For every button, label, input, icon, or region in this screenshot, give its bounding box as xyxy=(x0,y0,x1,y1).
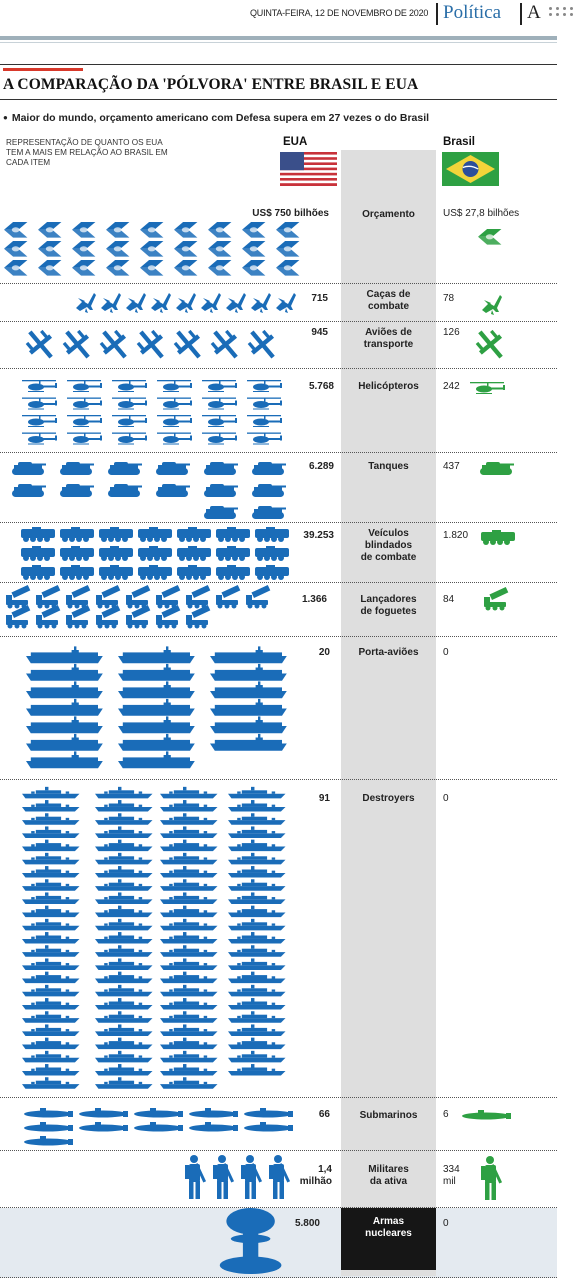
rocket-launcher-icon xyxy=(186,585,210,609)
armored-vehicle-icon xyxy=(21,546,55,561)
tank-icon xyxy=(108,462,142,475)
armored-vehicle-icon xyxy=(60,546,94,561)
destroyer-icon xyxy=(95,1077,153,1089)
money-bill-icon xyxy=(4,241,27,257)
us-value: 5.768 xyxy=(308,381,334,392)
armored-vehicle-icon xyxy=(138,565,172,580)
soldier-icon xyxy=(213,1155,234,1199)
money-bill-icon xyxy=(4,260,27,276)
destroyer-icon xyxy=(160,866,218,878)
helicopter-icon xyxy=(247,398,282,410)
destroyer-icon xyxy=(95,800,153,812)
destroyer-icon xyxy=(160,853,218,865)
destroyer-icon xyxy=(160,1051,218,1063)
tank-icon xyxy=(156,484,190,497)
rocket-launcher-icon xyxy=(126,585,150,609)
rocket-launcher-icon xyxy=(126,605,150,629)
money-bill-icon xyxy=(72,222,95,238)
helicopter-icon xyxy=(112,415,147,427)
destroyer-icon xyxy=(22,958,80,970)
us-value: 20 xyxy=(318,647,330,658)
money-bill-icon xyxy=(72,241,95,257)
destroyer-icon xyxy=(228,787,286,799)
destroyer-icon xyxy=(228,813,286,825)
transport-plane-icon xyxy=(26,330,53,359)
armored-vehicle-icon xyxy=(21,565,55,580)
transport-plane-icon xyxy=(137,330,164,359)
tank-icon xyxy=(12,462,46,475)
aircraft-carrier-icon xyxy=(26,734,103,751)
destroyer-icon xyxy=(228,932,286,944)
helicopter-icon xyxy=(157,398,192,410)
money-bill-icon xyxy=(106,260,129,276)
destroyer-icon xyxy=(160,919,218,931)
destroyer-icon xyxy=(22,787,80,799)
rocket-launcher-icon xyxy=(186,605,210,629)
destroyer-icon xyxy=(95,998,153,1010)
aircraft-carrier-icon xyxy=(118,664,195,681)
armored-vehicle-icon xyxy=(99,527,133,542)
armored-vehicle-icon xyxy=(99,565,133,580)
helicopter-icon xyxy=(202,415,237,427)
category-label: Militares da ativa xyxy=(368,1164,409,1187)
aircraft-carrier-icon xyxy=(26,664,103,681)
helicopter-icon xyxy=(202,433,237,445)
fighter-jet-icon xyxy=(176,293,196,313)
armored-vehicle-icon xyxy=(21,527,55,542)
money-bill-icon xyxy=(208,241,231,257)
helicopter-icon xyxy=(67,380,102,392)
br-value: 1.820 xyxy=(443,530,469,541)
br-value: 0 xyxy=(443,793,449,804)
destroyer-icon xyxy=(160,892,218,904)
money-bill-icon xyxy=(208,260,231,276)
category-label: Caças de combate xyxy=(366,289,411,312)
fighter-jet-icon xyxy=(126,293,146,313)
category-label: Destroyers xyxy=(362,793,415,804)
destroyer-icon xyxy=(228,1064,286,1076)
destroyer-icon xyxy=(95,945,153,957)
submarine-icon xyxy=(79,1122,128,1132)
armored-vehicle-icon xyxy=(177,527,211,542)
destroyer-icon xyxy=(95,1051,153,1063)
destroyer-icon xyxy=(95,813,153,825)
destroyer-icon xyxy=(22,1024,80,1036)
destroyer-icon xyxy=(160,998,218,1010)
us-value: 91 xyxy=(318,793,330,804)
destroyer-icon xyxy=(22,1064,80,1076)
destroyer-icon xyxy=(160,1077,218,1089)
aircraft-carrier-icon xyxy=(210,664,287,681)
money-bill-icon xyxy=(208,222,231,238)
helicopter-icon xyxy=(157,415,192,427)
br-value: 0 xyxy=(443,1218,449,1229)
helicopter-icon xyxy=(22,433,57,445)
rocket-launcher-icon xyxy=(156,585,180,609)
tank-icon xyxy=(204,506,238,519)
category-label: Helicópteros xyxy=(358,381,419,392)
destroyer-icon xyxy=(228,972,286,984)
destroyer-icon xyxy=(22,892,80,904)
tank-icon xyxy=(204,484,238,497)
helicopter-icon xyxy=(247,380,282,392)
submarine-icon xyxy=(24,1108,73,1118)
destroyer-icon xyxy=(228,826,286,838)
armored-vehicle-icon xyxy=(255,527,289,542)
armored-vehicle-icon xyxy=(60,527,94,542)
helicopter-icon xyxy=(22,415,57,427)
helicopter-icon xyxy=(112,398,147,410)
column-header-us: EUA xyxy=(283,136,308,148)
transport-plane-icon xyxy=(100,330,127,359)
us-value: 66 xyxy=(318,1109,330,1120)
rocket-launcher-icon xyxy=(36,585,60,609)
tank-icon xyxy=(252,506,286,519)
soldier-icon xyxy=(185,1155,206,1199)
masthead-next-section: A xyxy=(527,2,541,23)
destroyer-icon xyxy=(228,853,286,865)
destroyer-icon xyxy=(95,787,153,799)
destroyer-icon xyxy=(95,958,153,970)
destroyer-icon xyxy=(22,945,80,957)
aircraft-carrier-icon xyxy=(118,751,195,768)
destroyer-icon xyxy=(228,1038,286,1050)
destroyer-icon xyxy=(22,972,80,984)
tank-icon xyxy=(60,484,94,497)
fighter-jet-icon xyxy=(151,293,171,313)
helicopter-icon xyxy=(112,380,147,392)
aircraft-carrier-icon xyxy=(26,699,103,716)
destroyer-icon xyxy=(22,906,80,918)
submarine-icon xyxy=(244,1108,293,1118)
aircraft-carrier-icon xyxy=(118,716,195,733)
destroyer-icon xyxy=(160,932,218,944)
br-value: US$ 27,8 bilhões xyxy=(443,208,520,219)
fighter-jet-icon xyxy=(482,295,502,315)
us-value: 6.289 xyxy=(308,461,334,472)
destroyer-icon xyxy=(160,879,218,891)
tank-icon xyxy=(108,484,142,497)
us-value: 1,4 milhão xyxy=(299,1164,332,1187)
nuclear-explosion-icon xyxy=(220,1208,282,1274)
destroyer-icon xyxy=(95,892,153,904)
destroyer-icon xyxy=(228,906,286,918)
destroyer-icon xyxy=(228,840,286,852)
helicopter-icon xyxy=(202,398,237,410)
category-label: Orçamento xyxy=(362,209,415,220)
soldier-icon xyxy=(269,1155,290,1199)
money-bill-icon xyxy=(174,241,197,257)
destroyer-icon xyxy=(228,958,286,970)
aircraft-carrier-icon xyxy=(26,681,103,698)
destroyer-icon xyxy=(95,1038,153,1050)
destroyer-icon xyxy=(160,985,218,997)
destroyer-icon xyxy=(95,972,153,984)
aircraft-carrier-icon xyxy=(210,646,287,663)
armored-vehicle-icon xyxy=(138,546,172,561)
destroyer-icon xyxy=(22,1011,80,1023)
us-value: 945 xyxy=(311,327,328,338)
destroyer-icon xyxy=(22,853,80,865)
category-label: Veículos blindados de combate xyxy=(360,528,417,563)
destroyer-icon xyxy=(22,919,80,931)
br-value: 0 xyxy=(443,647,449,658)
destroyer-icon xyxy=(22,826,80,838)
tank-icon xyxy=(480,462,514,475)
submarine-icon xyxy=(134,1108,183,1118)
destroyer-icon xyxy=(160,972,218,984)
destroyer-icon xyxy=(160,840,218,852)
destroyer-icon xyxy=(228,892,286,904)
aircraft-carrier-icon xyxy=(118,646,195,663)
destroyer-icon xyxy=(22,840,80,852)
money-bill-icon xyxy=(276,260,299,276)
helicopter-icon xyxy=(67,398,102,410)
submarine-icon xyxy=(134,1122,183,1132)
destroyer-icon xyxy=(228,1011,286,1023)
destroyer-icon xyxy=(160,1024,218,1036)
destroyer-icon xyxy=(228,945,286,957)
destroyer-icon xyxy=(95,932,153,944)
destroyer-icon xyxy=(22,800,80,812)
submarine-icon xyxy=(24,1136,73,1146)
us-value: 39.253 xyxy=(303,530,334,541)
br-value: 6 xyxy=(443,1109,449,1120)
rocket-launcher-icon xyxy=(156,605,180,629)
destroyer-icon xyxy=(22,1038,80,1050)
money-bill-icon xyxy=(242,222,265,238)
destroyer-icon xyxy=(95,1064,153,1076)
helicopter-icon xyxy=(22,380,57,392)
helicopter-icon xyxy=(202,380,237,392)
helicopter-icon xyxy=(22,398,57,410)
money-bill-icon xyxy=(478,229,501,245)
submarine-icon xyxy=(79,1108,128,1118)
rocket-launcher-icon xyxy=(216,585,240,609)
destroyer-icon xyxy=(228,800,286,812)
destroyer-icon xyxy=(95,1011,153,1023)
rocket-launcher-icon xyxy=(484,587,508,611)
armored-vehicle-icon xyxy=(138,527,172,542)
rocket-launcher-icon xyxy=(66,585,90,609)
us-value: 1.366 xyxy=(301,594,327,605)
money-bill-icon xyxy=(174,260,197,276)
helicopter-icon xyxy=(157,433,192,445)
rocket-launcher-icon xyxy=(6,605,30,629)
submarine-icon xyxy=(24,1122,73,1132)
transport-plane-icon xyxy=(174,330,201,359)
destroyer-icon xyxy=(95,985,153,997)
page-title: A COMPARAÇÃO DA 'PÓLVORA' ENTRE BRASIL E EUA xyxy=(3,76,419,93)
helicopter-icon xyxy=(247,415,282,427)
br-value: 126 xyxy=(443,327,460,338)
armored-vehicle-icon xyxy=(216,546,250,561)
destroyer-icon xyxy=(160,945,218,957)
money-bill-icon xyxy=(140,241,163,257)
category-label: Submarinos xyxy=(359,1110,418,1121)
armored-vehicle-icon xyxy=(177,565,211,580)
transport-plane-icon xyxy=(476,330,503,359)
destroyer-icon xyxy=(228,879,286,891)
tank-icon xyxy=(252,484,286,497)
rocket-launcher-icon xyxy=(96,605,120,629)
destroyer-icon xyxy=(22,932,80,944)
aircraft-carrier-icon xyxy=(118,681,195,698)
armored-vehicle-icon xyxy=(255,565,289,580)
destroyer-icon xyxy=(95,879,153,891)
soldier-icon xyxy=(481,1156,502,1200)
rocket-launcher-icon xyxy=(36,605,60,629)
br-value: 78 xyxy=(443,293,455,304)
armored-vehicle-icon xyxy=(99,546,133,561)
destroyer-icon xyxy=(160,906,218,918)
destroyer-icon xyxy=(95,919,153,931)
destroyer-icon xyxy=(22,985,80,997)
destroyer-icon xyxy=(228,1024,286,1036)
submarine-icon xyxy=(244,1122,293,1132)
destroyer-icon xyxy=(228,985,286,997)
soldier-icon xyxy=(241,1155,262,1199)
helicopter-icon xyxy=(157,380,192,392)
us-value: 715 xyxy=(311,293,328,304)
armored-vehicle-icon xyxy=(255,546,289,561)
br-value: 437 xyxy=(443,461,460,472)
money-bill-icon xyxy=(38,260,61,276)
aircraft-carrier-icon xyxy=(210,681,287,698)
destroyer-icon xyxy=(160,800,218,812)
money-bill-icon xyxy=(72,260,95,276)
transport-plane-icon xyxy=(248,330,275,359)
tank-icon xyxy=(12,484,46,497)
destroyer-icon xyxy=(160,826,218,838)
category-label: Porta-aviões xyxy=(358,647,419,658)
masthead-section[interactable]: Política xyxy=(443,2,502,23)
br-value: 334 mil xyxy=(443,1164,460,1187)
tank-icon xyxy=(252,462,286,475)
category-label: Armas nucleares xyxy=(365,1216,412,1239)
fighter-jet-icon xyxy=(251,293,271,313)
fighter-jet-icon xyxy=(276,293,296,313)
subtitle: ● Maior do mundo, orçamento americano com Defesa supera em 27 vezes o do Brasil xyxy=(3,112,429,124)
armored-vehicle-icon xyxy=(60,565,94,580)
fighter-jet-icon xyxy=(101,293,121,313)
destroyer-icon xyxy=(228,1051,286,1063)
fighter-jet-icon xyxy=(226,293,246,313)
us-value: 5.800 xyxy=(294,1218,320,1229)
tank-icon xyxy=(60,462,94,475)
masthead-date: QUINTA-FEIRA, 12 DE NOVEMBRO DE 2020 xyxy=(250,8,429,18)
money-bill-icon xyxy=(38,241,61,257)
transport-plane-icon xyxy=(63,330,90,359)
destroyer-icon xyxy=(95,906,153,918)
destroyer-icon xyxy=(22,813,80,825)
category-label: Tanques xyxy=(368,461,409,472)
submarine-icon xyxy=(189,1108,238,1118)
destroyer-icon xyxy=(160,1064,218,1076)
armored-vehicle-icon xyxy=(216,565,250,580)
destroyer-icon xyxy=(22,998,80,1010)
money-bill-icon xyxy=(242,260,265,276)
armored-vehicle-icon xyxy=(481,530,515,545)
money-bill-icon xyxy=(276,222,299,238)
destroyer-icon xyxy=(228,998,286,1010)
aircraft-carrier-icon xyxy=(210,699,287,716)
destroyer-icon xyxy=(160,958,218,970)
fighter-jet-icon xyxy=(76,293,96,313)
helicopter-icon xyxy=(67,415,102,427)
destroyer-icon xyxy=(22,1077,80,1089)
destroyer-icon xyxy=(95,840,153,852)
aircraft-carrier-icon xyxy=(118,699,195,716)
aircraft-carrier-icon xyxy=(26,716,103,733)
destroyer-icon xyxy=(95,866,153,878)
money-bill-icon xyxy=(38,222,61,238)
br-value: 242 xyxy=(443,381,460,392)
money-bill-icon xyxy=(174,222,197,238)
submarine-icon xyxy=(189,1122,238,1132)
destroyer-icon xyxy=(160,1038,218,1050)
armored-vehicle-icon xyxy=(216,527,250,542)
destroyer-icon xyxy=(95,853,153,865)
column-header-br: Brasil xyxy=(443,136,475,148)
helicopter-icon xyxy=(470,382,505,394)
money-bill-icon xyxy=(106,241,129,257)
fighter-jet-icon xyxy=(201,293,221,313)
destroyer-icon xyxy=(95,826,153,838)
destroyer-icon xyxy=(22,1051,80,1063)
tank-icon xyxy=(204,462,238,475)
destroyer-icon xyxy=(228,866,286,878)
destroyer-icon xyxy=(160,1011,218,1023)
money-bill-icon xyxy=(140,260,163,276)
helicopter-icon xyxy=(67,433,102,445)
destroyer-icon xyxy=(160,813,218,825)
rocket-launcher-icon xyxy=(96,585,120,609)
money-bill-icon xyxy=(106,222,129,238)
armored-vehicle-icon xyxy=(177,546,211,561)
tank-icon xyxy=(156,462,190,475)
rocket-launcher-icon xyxy=(6,585,30,609)
rocket-launcher-icon xyxy=(66,605,90,629)
us-value: US$ 750 bilhões xyxy=(252,208,329,219)
money-bill-icon xyxy=(4,222,27,238)
destroyer-icon xyxy=(95,1024,153,1036)
category-label: Aviões de transporte xyxy=(363,327,414,350)
br-value: 84 xyxy=(443,594,455,605)
destroyer-icon xyxy=(22,879,80,891)
category-label: Lançadores de foguetes xyxy=(360,594,417,617)
aircraft-carrier-icon xyxy=(210,716,287,733)
aircraft-carrier-icon xyxy=(210,734,287,751)
destroyer-icon xyxy=(228,919,286,931)
money-bill-icon xyxy=(242,241,265,257)
destroyer-icon xyxy=(22,866,80,878)
money-bill-icon xyxy=(276,241,299,257)
transport-plane-icon xyxy=(211,330,238,359)
money-bill-icon xyxy=(140,222,163,238)
helicopter-icon xyxy=(112,433,147,445)
helicopter-icon xyxy=(247,433,282,445)
aircraft-carrier-icon xyxy=(118,734,195,751)
aircraft-carrier-icon xyxy=(26,646,103,663)
submarine-icon xyxy=(462,1110,511,1120)
legend-note: REPRESENTAÇÃO DE QUANTO OS EUA TEM A MAIS EM RELAÇÃO AO BRASIL EM CADA ITEM xyxy=(6,138,168,167)
rocket-launcher-icon xyxy=(246,585,270,609)
aircraft-carrier-icon xyxy=(26,751,103,768)
destroyer-icon xyxy=(160,787,218,799)
